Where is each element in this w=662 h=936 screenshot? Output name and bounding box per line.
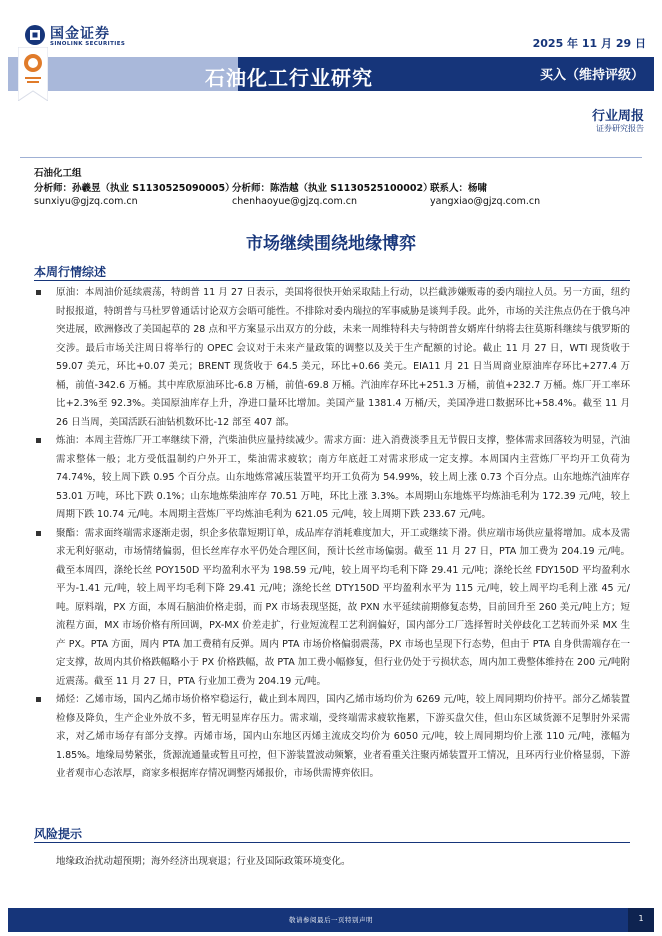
- bullet-icon: [36, 438, 41, 443]
- report-date: 2025 年 11 月 29 日: [532, 37, 646, 50]
- risk-text: 地缘政治扰动超预期；海外经济出现衰退；行业及国际政策环境变化。: [56, 856, 351, 867]
- header-divider: [20, 157, 642, 158]
- section-title-summary: 本周行情综述: [34, 265, 107, 279]
- section-underline: [34, 280, 630, 281]
- report-title: 石油化工行业研究: [205, 66, 373, 90]
- section-underline: [34, 842, 630, 843]
- contact-person: 联系人：杨啸: [430, 183, 488, 194]
- ribbon-badge-icon: [18, 47, 48, 101]
- analyst-1: 分析师：孙羲昱（执业 S1130525090005）: [34, 183, 235, 194]
- list-item: [36, 691, 630, 784]
- bullet-icon: [36, 290, 41, 295]
- footer-disclaimer[interactable]: 敬请参阅最后一页特别声明: [289, 916, 373, 924]
- brand-name-cn: 国金证券: [50, 26, 110, 42]
- report-subtype: 证券研究报告: [596, 124, 644, 133]
- brand-name-en: SINOLINK SECURITIES: [50, 41, 126, 47]
- report-type: 行业周报: [591, 109, 644, 124]
- list-item-text: 炼油：本周主营炼厂开工率继续下滑，汽柴油供应量持续减少。需求方面：进入消费淡季且无节假日支撑，整体需求回落较为明显，汽油需求整体一般；北方受低温制约户外开工，柴油需求疲软；南方年底赶工对需求形成一定支撑。本周国内主营炼厂平均开工负荷为 74.74%，较上周下跌 0.95 个百分点。山东地炼常减压装置平均开工负荷为 54.99%，较上周上涨 0.73 个百分点。山东地炼汽油库存 53.01 万吨，环比下跌 0.1%；山东地炼柴油库存 70.51 万吨，环比上涨 3.3%。本周期山东地炼平均炼油毛利为 172.39 元/吨，较上周期下跌 10.74 元/吨。本周期主营炼厂平均炼油毛利为 621.05 元/吨，较上周期下跌 233.67 元/吨。: [56, 435, 630, 520]
- footer-bar: [8, 908, 654, 932]
- section-title-risk: 风险提示: [34, 827, 83, 841]
- list-item-text: 聚酯：需求面终端需求逐渐走弱，织企多依靠短期订单，成品库存消耗难度加大，开工或继续下滑。供应端市场供应量将增加。成本及需求无利好驱动，市场情绪偏弱，但长丝库存水平仍处合理区间，预计长丝市场偏弱。截至 11 月 27 日，PTA 加工费为 204.19 元/吨。截至本周四，涤纶长丝 POY150D 平均盈利水平为 198.59 元/吨，较上周平均毛利下降 29.41 元/吨；涤纶长丝 FDY150D 平均盈利水平为-1.41 元/吨，较上周平均毛利下降 29.41 元/吨；涤纶长丝 DTY150D 平均盈利水平为 115 元/吨，较上周平均毛利上涨 45 元/吨。原料端，PX 方面，本周石脑油价格走弱，而 PX 市场表现坚挺，故 PXN 水平延续前期修复态势，目前回升至 260 美元/吨上方；短流程方面，MX 市场价格有所回调，PX-MX 价差走扩，行业短流程工艺利润偏好，国内部分工厂选择暂时关停歧化工艺转而外采 MX 生产 PX。PTA 方面，周内 PTA 加工费稍有反弹。周内 PTA 市场价格偏弱震荡，PX 市场也呈现下行态势，但由于 PTA 自身供需端存在一定支撑，故周内其价格跌幅略小于 PX 价格跌幅，故 PTA 加工费小幅修复，但行业仍处于亏损状态，周内加工费整体维持在 200 元/吨附近震荡。截至 11 月 27 日，PTA 行业加工费为 204.19 元/吨。: [56, 527, 630, 687]
- rating-label: 买入（维持评级）: [539, 68, 644, 83]
- list-item: [36, 284, 630, 432]
- bullet-icon: [36, 531, 41, 536]
- analyst-2: 分析师：陈浩越（执业 S1130525100002）: [232, 183, 433, 194]
- page-number-box: [628, 908, 654, 932]
- analyst-1-email[interactable]: sunxiyu@gjzq.com.cn: [34, 196, 138, 207]
- list-item: [36, 525, 630, 692]
- analyst-group: 石油化工组: [34, 168, 82, 179]
- list-item: [36, 432, 630, 525]
- list-item-text: 烯烃：乙烯市场，国内乙烯市场价格窄稳运行，截止到本周四，国内乙烯市场均价为 6269 元/吨，较上周同期均价持平。部分乙烯装置检修及降负，生产企业外放不多，暂无明显库存压力。需求端，受终端需求疲软拖累，下游买盘欠佳，但山东区域货源不足掣肘外采需求，对乙烯市场存有部分支撑。丙烯市场，国内山东地区丙烯主流成交均价为 6050 元/吨，较上周同期均价上涨 110 元/吨，涨幅为 1.85%。地缘局势紧张，货源流通量或暂且可控，但下游装置波动频繁，业者看重关注聚丙烯装置开工情况，且环丙行业价格显弱，下游业者观市心态浓厚，商家多根据库存情况调整丙烯报价，市场供需博弈依旧。: [56, 694, 630, 779]
- sinolink-logo-icon: [24, 24, 46, 46]
- summary-list: [36, 284, 630, 784]
- analyst-2-email[interactable]: chenhaoyue@gjzq.com.cn: [232, 196, 358, 207]
- page-number: 1: [638, 914, 644, 923]
- contact-email[interactable]: yangxiao@gjzq.com.cn: [430, 196, 541, 207]
- headline: 市场继续围绕地缘博弈: [246, 234, 416, 254]
- list-item-text: 原油：本周油价延续震荡，特朗普 11 月 27 日表示，美国将很快开始采取陆上行动，以拦截涉嫌贩毒的委内瑞拉人员。另一方面，纽约时报报道，特朗普与马杜罗曾通话讨论双方会晤可能性。不排除对委内瑞拉的军事威胁是谈判手段。此外，市场的关注焦点仍在于俄乌冲突进展，欧洲修改了美国起草的 28 点和平方案显示出双方的分歧，未来一周维特科夫与特朗普女婿库什纳将去往莫斯科继续与俄罗斯的交涉。最后市场关注周日将举行的 OPEC 会议对于未来产量政策的调整以及关于生产配额的讨论。截止 11 月 27 日，WTI 现货收于 59.07 美元，环比+0.07 美元；BRENT 现货收于 64.5 美元，环比+0.66 美元。EIA11 月 21 日当周商业原油库存环比+277.4 万桶，前值-342.6 万桶。其中库欣原油环比-6.8 万桶，前值-69.8 万桶。汽油库存环比+251.3 万桶，前值+232.7 万桶。炼厂开工率环比+2.3%至 92.3%。美国原油库存上升，净进口量环比增加。美国产量 1381.4 万桶/天，美国净进口数据环比+58.4%。截至 11 月 26 日当周，美国活跃石油钻机数环比-12 部至 407 部。: [56, 287, 630, 428]
- bullet-icon: [36, 697, 41, 702]
